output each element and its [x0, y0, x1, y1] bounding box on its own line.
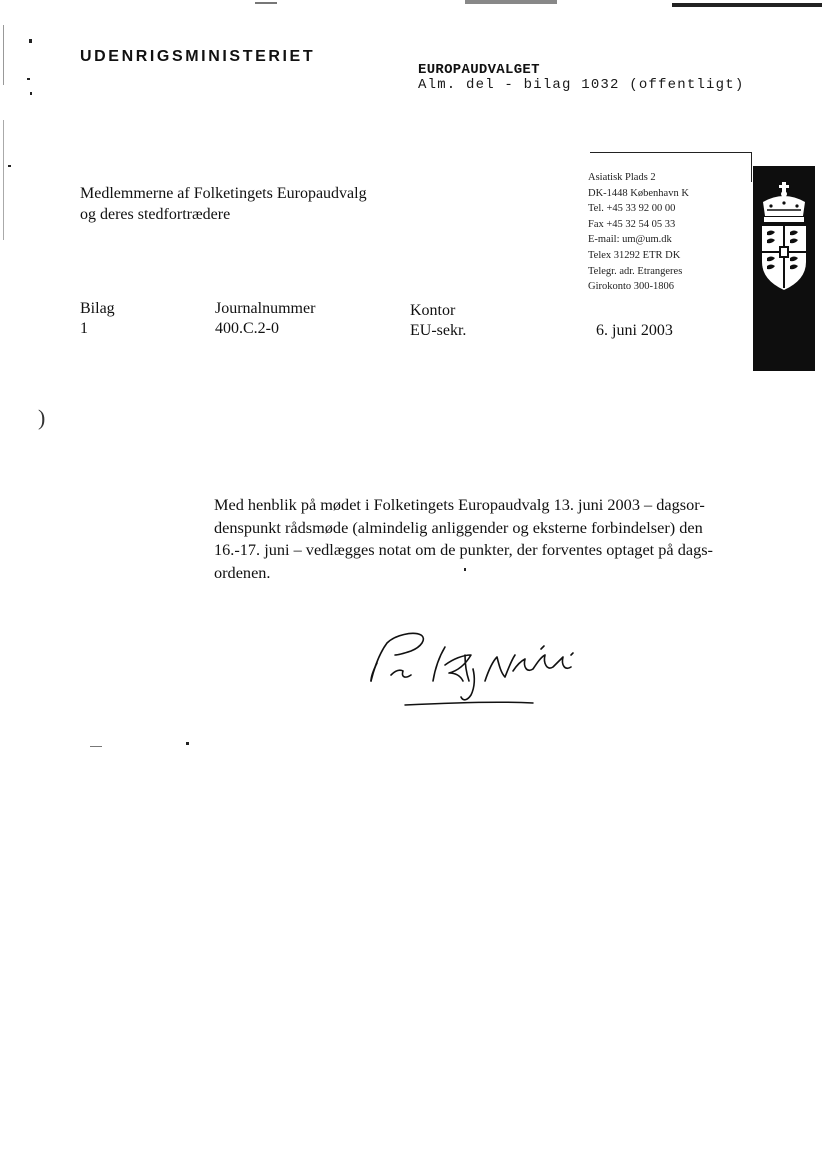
- address-line: Telex 31292 ETR DK: [588, 249, 681, 261]
- scan-dot-5: [186, 742, 189, 745]
- sender-address: [588, 170, 689, 295]
- bilag-label: Bilag: [80, 300, 115, 317]
- address-line: Girokonto 300-1806: [588, 281, 675, 293]
- scan-artifact-top-right: [672, 3, 822, 7]
- recipient-block: [80, 183, 367, 225]
- body-line: 16.-17. juni – vedlægges notat om de punkter, der forventes optaget på dags-: [214, 540, 713, 559]
- address-line: Fax +45 32 54 05 33: [588, 218, 676, 230]
- address-rule: [590, 152, 752, 153]
- recipient-line: og deres stedfortrædere: [80, 206, 231, 223]
- royal-coat-of-arms-icon: [753, 180, 815, 310]
- scan-artifact-top-left: [255, 2, 277, 4]
- bilag-value: 1: [80, 320, 88, 337]
- scan-artifact-left-edge-2: [3, 120, 4, 240]
- letter-body: [214, 494, 754, 584]
- address-line: DK-1448 København K: [588, 187, 689, 199]
- kontor-value: EU-sekr.: [410, 322, 467, 339]
- recipient-line: Medlemmerne af Folketingets Europaudvalg: [80, 185, 367, 202]
- scan-dot-2: [27, 78, 30, 80]
- document-reference: Alm. del - bilag 1032 (offentligt): [418, 77, 745, 93]
- signature-drawing: [365, 625, 585, 715]
- scan-bracket-mark: ): [38, 405, 46, 430]
- body-line: denspunkt rådsmøde (almindelig anliggender og eksterne forbindelser) den: [214, 517, 703, 537]
- kontor-label: Kontor: [410, 302, 456, 319]
- address-line: E-mail: um@um.dk: [588, 234, 672, 246]
- scan-artifact-left-edge: [3, 25, 4, 85]
- scan-artifact-top-center: [465, 0, 557, 4]
- scan-dot-6: [464, 568, 466, 571]
- scan-dot-1: [29, 39, 32, 43]
- journal-value: 400.C.2-0: [215, 320, 279, 337]
- body-line: Med henblik på mødet i Folketingets Europaudvalg 13. juni 2003 – dagsor-: [214, 495, 705, 514]
- crest-panel: [753, 166, 815, 371]
- body-line: ordenen.: [214, 562, 271, 582]
- ministry-letterhead: UDENRIGSMINISTERIET: [80, 48, 316, 65]
- scan-dash-1: [90, 746, 102, 747]
- letter-date: 6. juni 2003: [596, 322, 673, 339]
- committee-stamp: EUROPAUDVALGET: [418, 62, 540, 78]
- handwritten-signature: [365, 625, 585, 720]
- address-line: Asiatisk Plads 2: [588, 172, 656, 183]
- address-line: Tel. +45 33 92 00 00: [588, 203, 676, 215]
- scan-dot-4: [8, 165, 11, 167]
- scan-dot-3: [30, 92, 32, 95]
- journal-label: Journalnummer: [215, 300, 316, 317]
- address-rule-vertical: [751, 152, 752, 182]
- address-line: Telegr. adr. Etrangeres: [588, 265, 683, 277]
